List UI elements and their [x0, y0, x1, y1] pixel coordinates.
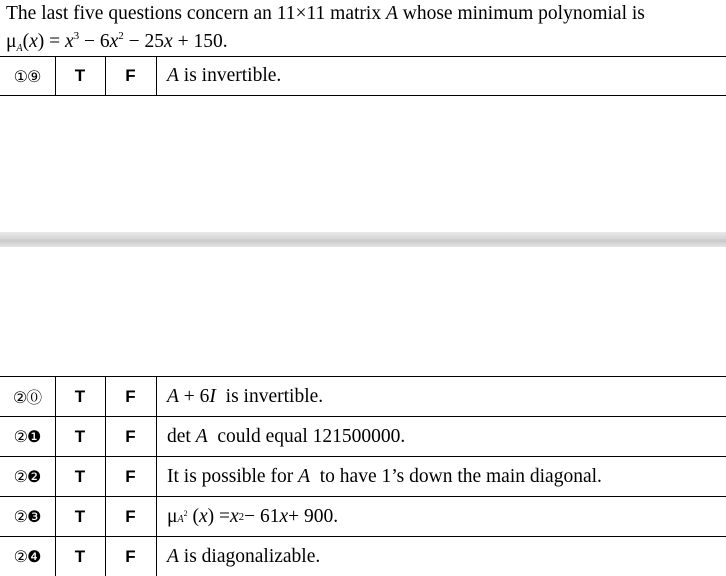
question-row-19 [0, 56, 726, 96]
question-table-top [0, 56, 726, 96]
false-option[interactable]: F [105, 537, 155, 576]
question-row-21 [0, 416, 726, 456]
question-row-24 [0, 536, 726, 576]
question-number: ②⓪ [12, 388, 42, 407]
true-option[interactable]: T [55, 537, 104, 576]
true-option[interactable]: T [55, 57, 104, 95]
intro-line-1: The last five questions concern an 11×11 matrix A whose minimum polynomial is [6, 3, 645, 24]
question-table-bottom [0, 376, 726, 576]
question-statement: A is invertible. [156, 57, 726, 95]
question-number: ②❹ [13, 547, 41, 566]
question-row-20 [0, 376, 726, 416]
question-statement: A + 6 I is invertible. [156, 377, 726, 416]
false-option[interactable]: F [105, 57, 155, 95]
question-row-23 [0, 496, 726, 536]
false-option[interactable]: F [105, 417, 155, 456]
false-option[interactable]: F [105, 457, 155, 496]
question-number: ②❸ [13, 507, 41, 526]
question-statement: μ $A^2$ ( x ) = x 2 − 61 x + 900. [156, 497, 726, 536]
true-option[interactable]: T [55, 457, 104, 496]
true-option[interactable]: T [55, 417, 104, 456]
question-number: ②❷ [13, 467, 41, 486]
question-number: ①⑨ [13, 66, 41, 86]
true-option[interactable]: T [55, 497, 104, 536]
question-number: ②❶ [13, 427, 41, 446]
question-statement: A is diagonalizable. [156, 537, 726, 576]
true-option[interactable]: T [55, 377, 104, 416]
intro-text [6, 0, 722, 56]
minimum-polynomial: $\mu_A(x) = x^3 - 6x^2 - 25x + 150$. [6, 30, 228, 54]
false-option[interactable]: F [105, 497, 155, 536]
question-row-22 [0, 456, 726, 496]
question-statement: det A could equal 121500000. [156, 417, 726, 456]
page-divider [0, 232, 726, 247]
question-statement: It is possible for A to have 1’s down the main diagonal. [156, 457, 726, 496]
false-option[interactable]: F [105, 377, 155, 416]
